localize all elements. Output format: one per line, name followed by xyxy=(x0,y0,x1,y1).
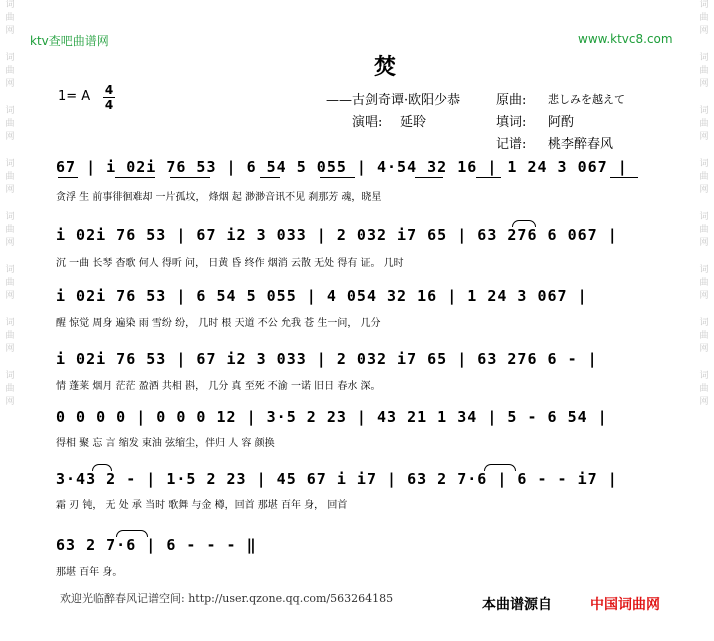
watermark-char: 词 xyxy=(5,318,15,328)
watermark-char: 曲 xyxy=(5,225,15,235)
watermark-char: 词 xyxy=(5,159,15,169)
lyrics-row-7: 那堪 百年 身。 xyxy=(56,567,123,578)
watermark-char: 网 xyxy=(699,397,709,407)
singer-label: 演唱: xyxy=(352,115,383,130)
watermark-char: 网 xyxy=(5,79,15,89)
site-name-left[interactable]: ktv查吧曲谱网 xyxy=(30,34,109,48)
notes-row-7: 63 2 7·6 | 6 - - - ‖ xyxy=(56,536,257,554)
source-label: 本曲谱源自 xyxy=(482,597,552,613)
watermark-char: 网 xyxy=(5,132,15,142)
watermark-char: 曲 xyxy=(5,13,15,23)
notes-row-2: i 02i 76 53 | 67 i2 3 033 | 2 032 i7 65 | 63 276 6 067 | xyxy=(56,226,618,244)
watermark-char: 曲 xyxy=(699,225,709,235)
lyrics-row-3: 醒 惊觉 周身 遍染 雨 雪纷 纷， 几时 根 天道 不公 允我 苍 生一问， 几分 xyxy=(56,318,381,329)
watermark-char: 网 xyxy=(5,291,15,301)
watermark-char: 曲 xyxy=(5,331,15,341)
notes-row-5: 0 0 0 0 | 0 0 0 12 | 3·5 2 23 | 43 21 1 34 | 5 - 6 54 | xyxy=(56,408,608,426)
notes-row-1: 67 | i 02i 76 53 | 6 54 5 055 | 4·54 32 16 | 1 24 3 067 | xyxy=(56,158,628,176)
watermark-char: 网 xyxy=(699,185,709,195)
watermark-char: 词 xyxy=(699,265,709,275)
watermark-char: 网 xyxy=(5,238,15,248)
orig: 悲しみを越えて xyxy=(548,93,625,106)
notes-row-3: i 02i 76 53 | 6 54 5 055 | 4 054 32 16 | 1 24 3 067 | xyxy=(56,287,588,305)
watermark-char: 网 xyxy=(699,238,709,248)
lyricist: 阿酌 xyxy=(548,115,575,130)
watermark-char: 网 xyxy=(5,344,15,354)
watermark-char: 曲 xyxy=(5,278,15,288)
watermark-char: 词 xyxy=(699,159,709,169)
watermark-char: 词 xyxy=(5,265,15,275)
watermark-char: 曲 xyxy=(699,66,709,76)
watermark-char: 曲 xyxy=(699,331,709,341)
singer: 延聆 xyxy=(400,115,427,130)
lyrics-row-4: 情 蓬莱 烟月 茫茫 盈酒 共相 斟， 几分 真 至死 不渝 一诺 旧日 春水 深。 xyxy=(56,381,381,392)
watermark-char: 曲 xyxy=(699,384,709,394)
watermark-char: 网 xyxy=(699,132,709,142)
watermark-char: 词 xyxy=(5,106,15,116)
watermark-char: 词 xyxy=(699,318,709,328)
watermark-char: 词 xyxy=(5,371,15,381)
watermark-char: 曲 xyxy=(699,13,709,23)
watermark-char: 曲 xyxy=(5,119,15,129)
brand-name[interactable]: 中国词曲网 xyxy=(590,597,660,613)
transcriber: 桃李醉春风 xyxy=(548,137,614,152)
watermark-char: 词 xyxy=(699,212,709,222)
watermark-char: 曲 xyxy=(699,278,709,288)
watermark-char: 网 xyxy=(5,185,15,195)
key-signature: 1= A xyxy=(58,89,91,104)
lyricist-label: 填词: xyxy=(496,115,527,130)
watermark-char: 词 xyxy=(5,212,15,222)
watermark-char: 网 xyxy=(699,344,709,354)
time-bottom: 4 xyxy=(104,98,114,112)
notes-row-6: 3·43 2 - | 1·5 2 23 | 45 67 i i7 | 63 2 7·6 | 6 - - i7 | xyxy=(56,470,618,488)
watermark-char: 网 xyxy=(5,397,15,407)
lyrics-row-2: 沉 一曲 长琴 杳歌 何人 得听 问， 日黄 昏 终作 烟消 云散 无处 得有 证。 几时 xyxy=(56,258,404,269)
watermark-char: 网 xyxy=(699,26,709,36)
watermark-char: 曲 xyxy=(699,119,709,129)
watermark-char: 曲 xyxy=(5,384,15,394)
footer-note: 欢迎光临醉春风记谱空间: http://user.qzone.qq.com/563264185 xyxy=(60,592,394,605)
watermark-char: 曲 xyxy=(699,172,709,182)
lyrics-row-6: 霜 刃 钝， 无 处 承 当时 歌舞 与金 樽，回首 那堪 百年 身， 回首 xyxy=(56,500,348,511)
time-signature xyxy=(103,84,115,111)
watermark-char: 词 xyxy=(5,0,15,10)
lyrics-row-5: 得相 聚 忘 言 缩发 束油 弦缩尘，伴归 人 容 颜换 xyxy=(56,438,275,449)
song-title: 焚 xyxy=(374,54,397,80)
watermark-char: 词 xyxy=(5,53,15,63)
watermark-char: 词 xyxy=(699,0,709,10)
watermark-char: 词 xyxy=(699,106,709,116)
transcriber-label: 记谱: xyxy=(496,137,527,152)
watermark-left xyxy=(2,0,18,424)
watermark-char: 曲 xyxy=(5,172,15,182)
watermark-char: 词 xyxy=(699,53,709,63)
watermark-char: 网 xyxy=(699,79,709,89)
lyrics-row-1: 贪浮 生 前事徘徊难却 一片孤坟， 烽烟 起 渺渺音讯不见 刹那芳 魂，晓星 xyxy=(56,192,382,203)
site-url-right[interactable]: www.ktvc8.com xyxy=(578,32,673,46)
orig-label: 原曲: xyxy=(496,93,527,108)
watermark-right xyxy=(696,0,712,424)
watermark-char: 曲 xyxy=(5,66,15,76)
notes-row-4: i 02i 76 53 | 67 i2 3 033 | 2 032 i7 65 | 63 276 6 - | xyxy=(56,350,598,368)
time-top: 4 xyxy=(104,83,114,97)
watermark-char: 词 xyxy=(699,371,709,381)
watermark-char: 网 xyxy=(699,291,709,301)
watermark-char: 网 xyxy=(5,26,15,36)
subtitle: ——古剑奇谭·欧阳少恭 xyxy=(326,93,461,108)
